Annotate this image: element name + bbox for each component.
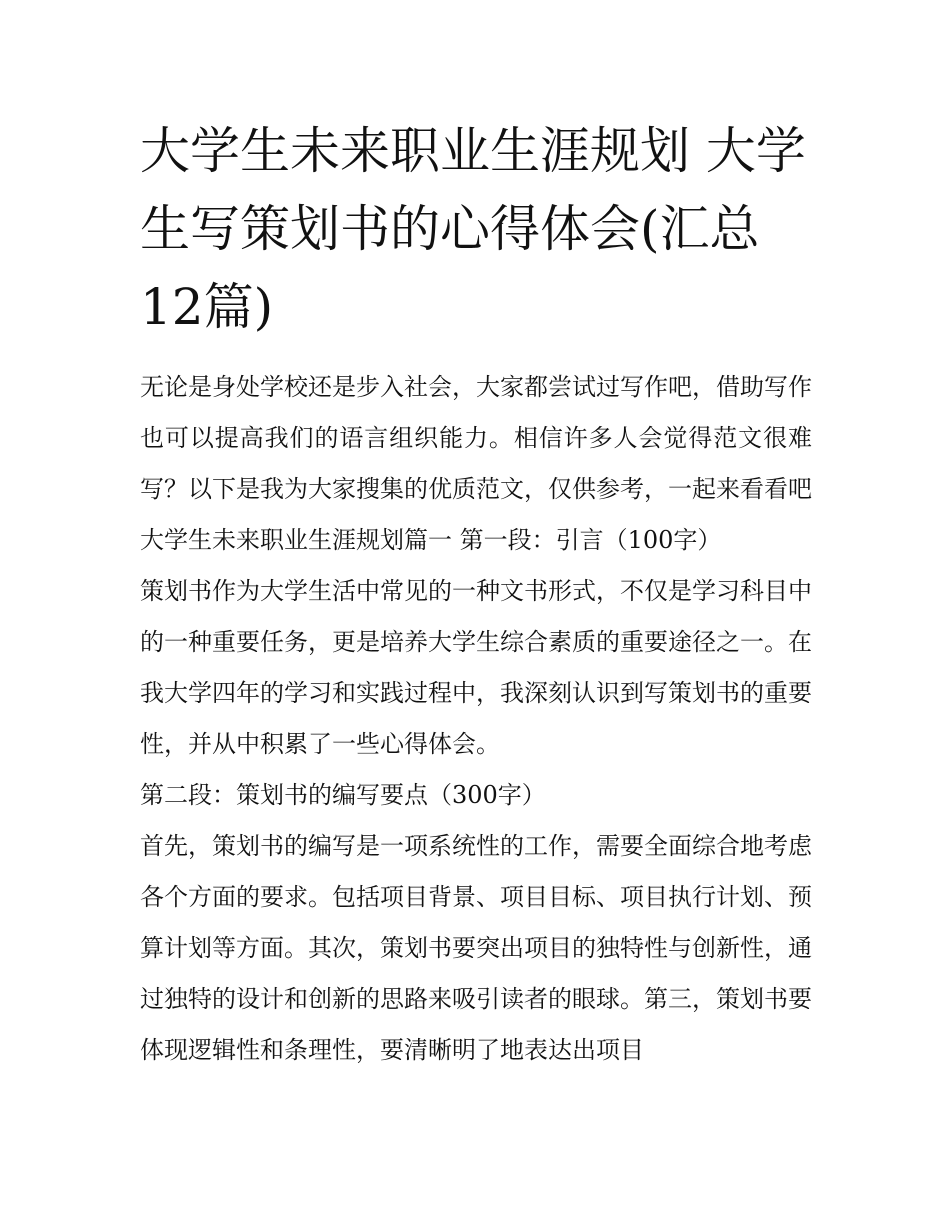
section-heading-1: 大学生未来职业生涯规划篇一 第一段：引言（100字） [140,526,722,554]
document-title: 大学生未来职业生涯规划 大学生写策划书的心得体会(汇总12篇) [140,122,806,336]
document-body [140,362,812,1076]
section-heading-2: 第二段：策划书的编写要点（300字） [140,781,546,809]
document-page [140,112,812,1076]
section-paragraph-2: 首先，策划书的编写是一项系统性的工作，需要全面综合地考虑各个方面的要求。包括项目背景、项目目标、项目执行计划、预算计划等方面。其次，策划书要突出项目的独特性与创新性，通过独特的设计和创新的思路来吸引读者的眼球。第三，策划书要体现逻辑性和条理性，要清晰明了地表达出项目 [140,832,812,1064]
intro-paragraph: 无论是身处学校还是步入社会，大家都尝试过写作吧，借助写作也可以提高我们的语言组织能力。相信许多人会觉得范文很难写？以下是我为大家搜集的优质范文，仅供参考，一起来看看吧 [140,373,812,503]
section-paragraph-1: 策划书作为大学生活中常见的一种文书形式，不仅是学习科目中的一种重要任务，更是培养大学生综合素质的重要途径之一。在我大学四年的学习和实践过程中，我深刻认识到写策划书的重要性，并从中积累了一些心得体会。 [140,577,812,758]
